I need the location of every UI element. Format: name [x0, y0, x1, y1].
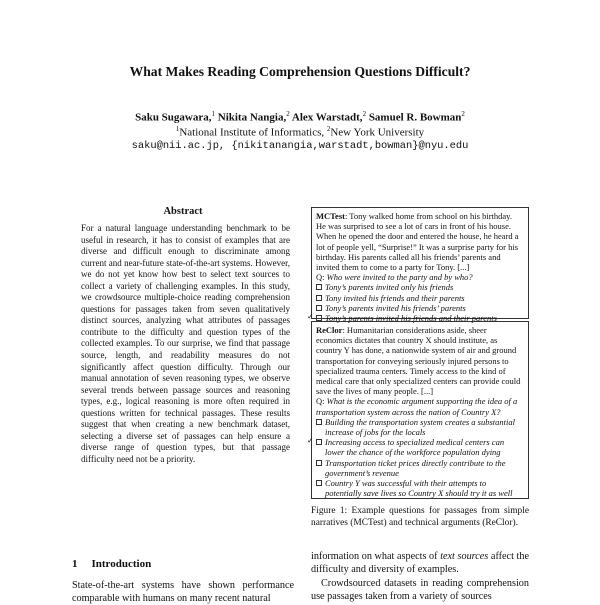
answer-option — [316, 282, 524, 292]
question-text: Who were invited to the party and by who? — [326, 272, 473, 283]
reclor-question — [316, 396, 524, 416]
affil-mark: 1 — [175, 125, 180, 133]
answer-option — [316, 437, 524, 457]
reclor-passage — [316, 325, 524, 396]
answer-option — [316, 478, 524, 498]
checkbox-icon — [316, 480, 322, 486]
answer-option — [316, 293, 524, 303]
mctest-label: MCTest — [316, 211, 345, 221]
emphasis: text sources — [440, 551, 489, 562]
answer-option — [316, 458, 524, 478]
checkbox-icon — [316, 295, 322, 301]
checkbox-icon — [316, 284, 322, 290]
section-heading-introduction — [72, 558, 151, 570]
author-name: Nikita Nangia, — [217, 111, 287, 124]
answer-option-text: Tony’s parents invited his friends and their parents — [325, 313, 497, 324]
answer-option-text: Increasing access to specialized medical centers can lower the chance of the workforce population dying — [325, 437, 505, 458]
checkbox-icon — [316, 460, 322, 466]
column-2-text — [311, 551, 529, 605]
question-prefix: Q: — [316, 272, 327, 283]
author-name: Saku Sugawara, — [135, 111, 212, 124]
author-name: Samuel R. Bowman — [368, 111, 462, 124]
section-number: 1 — [72, 558, 78, 570]
figure-caption: Figure 1: Example questions for passages from simple narratives (MCTest) and technical arguments (ReClor). — [311, 506, 529, 528]
author-name: Alex Warstadt, — [291, 111, 363, 124]
author-affil-mark: 2 — [461, 110, 465, 118]
answer-option-text: Country Y was successful with their attempts to potentially save lives so Country X should try it as well — [325, 478, 513, 499]
affiliation-2: New York University — [330, 126, 425, 139]
affiliation-1: National Institute of Informatics, — [179, 126, 327, 139]
author-affil-mark: 2 — [286, 110, 290, 118]
reclor-label: ReClor — [316, 325, 343, 335]
question-text: What is the economic argument supporting the idea of a transportation system across the nation of Country X? — [316, 396, 518, 417]
answer-option-text: Building the transportation system creates a substantial increase of jobs for the locals — [325, 416, 515, 438]
section-title: Introduction — [91, 558, 152, 570]
introduction-text: State-of-the-art systems have shown performance comparable with humans on many recent natural — [72, 580, 294, 604]
author-list — [0, 110, 600, 124]
abstract-heading: Abstract — [163, 206, 203, 217]
answer-option — [316, 417, 524, 437]
text-run: information on what aspects of — [311, 551, 441, 562]
checkbox-icon — [316, 305, 322, 311]
abstract-text: For a natural language understanding benchmark to be useful in research, it has to consist of examples that are diverse and difficult enough to discriminate among current and near-future state-of-the-art systems. However, we do not yet know how best to select text sources to collect a variety of challenging examples. In this study, we crowdsource multiple-choice reading comprehension questions for passages taken from seven qualitatively distinct sources, analyzing what attributes of passages contribute to the difficulty and question types of the collected examples. To our surprise, we find that passage source, length, and readability measures do not significantly affect question difficulty. Through our manual annotation of seven reasoning types, we observe several trends between passage sources and reasoning types, e.g., logical reasoning is more often required in questions written for technical passages. These results suggest that when creating a new benchmark dataset, selecting a diverse set of passages can help ensure a diverse range of question types, but that passage difficulty need not be a priority. — [81, 223, 290, 464]
paper-title: What Makes Reading Comprehension Questions Difficult? — [129, 64, 471, 79]
checkbox-icon — [316, 419, 322, 425]
figure-example-mctest — [311, 207, 529, 324]
mctest-question — [316, 272, 524, 282]
author-affil-mark: 1 — [211, 110, 215, 118]
paragraph: Crowdsourced datasets in reading comprehension use passages taken from a variety of sources — [311, 578, 529, 602]
answer-option-text: Tony’s parents invited his friends’ parents — [325, 302, 466, 313]
author-emails: saku@nii.ac.jp, {nikitanangia,warstadt,bowman}@nyu.edu — [131, 140, 469, 152]
affiliations — [0, 125, 600, 139]
text-run: affect the difficulty and diversity of examples. — [311, 551, 529, 575]
reclor-passage-text: : Humanitarian considerations aside, sheer economics dictates that country X should institute, as country Y has done, a nationwide system of air and ground transportation for conveying seriously injured persons to specialized trauma centers. Timely access to the kind of medical care that only specialized centers can provide could save the lives of many people. [...] — [316, 325, 521, 397]
figure-example-reclor — [311, 321, 529, 499]
answer-option-text: Tony’s parents invited only his friends — [325, 282, 454, 293]
mctest-passage — [316, 211, 524, 272]
answer-option-text: Transportation ticket prices directly contribute to the government’s revenue — [325, 457, 506, 478]
affil-mark: 2 — [326, 125, 331, 133]
answer-option-text: Tony invited his friends and their parents — [325, 292, 465, 303]
mctest-passage-text: : Tony walked home from school on his birthday. He was surprised to see a lot of cars in front of his house. When he opened the door and entered the house, he heard a lot of people yell, “Surprise!” It was a surprise party for his birthday. His parents called all his friends’ parents and invited them to come to a party for Tony. [...] — [316, 211, 519, 273]
paragraph — [311, 551, 529, 576]
question-prefix: Q: — [316, 396, 327, 407]
answer-option — [316, 303, 524, 313]
author-affil-mark: 2 — [362, 110, 367, 118]
checked-checkbox-icon — [316, 439, 322, 445]
